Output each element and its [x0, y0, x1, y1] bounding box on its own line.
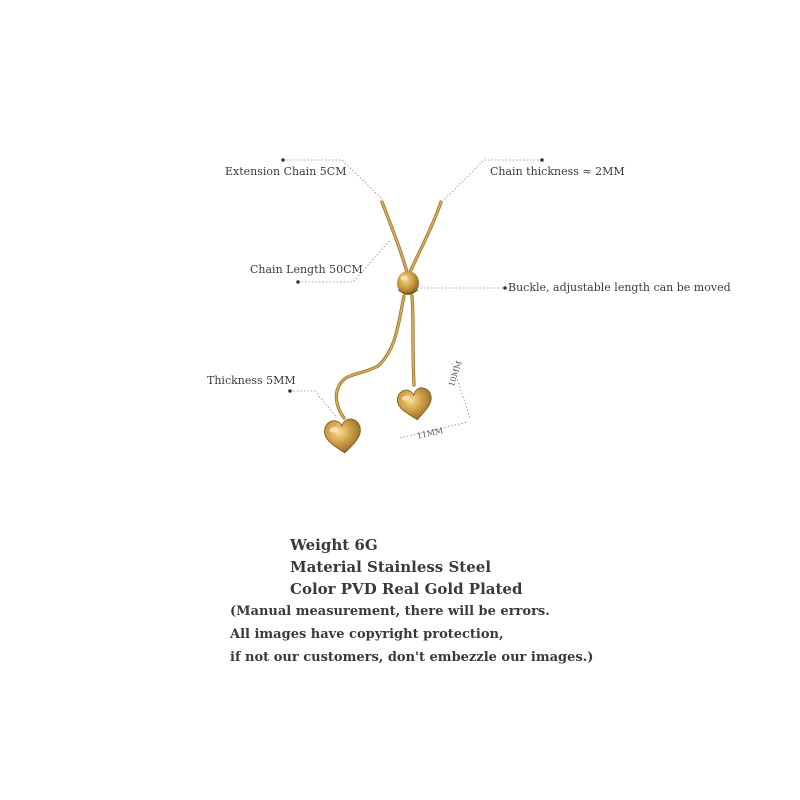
label-chain-length: Chain Length 50CM [250, 263, 363, 276]
leader-thickness [290, 391, 337, 418]
note-line-1: (Manual measurement, there will be errors. [230, 604, 550, 619]
note-line-2: All images have copyright protection, [230, 627, 504, 642]
label-extension-chain: Extension Chain 5CM [225, 165, 347, 178]
spec-color: Color PVD Real Gold Plated [290, 580, 523, 598]
dim-height-label: 10MM [447, 359, 464, 388]
label-chain-thickness: Chain thickness ≈ 2MM [490, 165, 625, 178]
buckle-bead [397, 271, 419, 295]
dim-width-label: 11MM [416, 426, 444, 441]
spec-weight: Weight 6G [290, 536, 378, 554]
label-buckle: Buckle, adjustable length can be moved [508, 281, 731, 294]
chain [336, 202, 441, 418]
spec-material: Material Stainless Steel [290, 558, 492, 576]
note-line-3: if not our customers, don't embezzle our images.) [230, 650, 594, 665]
heart-pendant-right [396, 387, 434, 423]
label-thickness: Thickness 5MM [207, 374, 296, 387]
chain-left-drop [336, 296, 404, 418]
heart-pendant-left [323, 418, 362, 455]
